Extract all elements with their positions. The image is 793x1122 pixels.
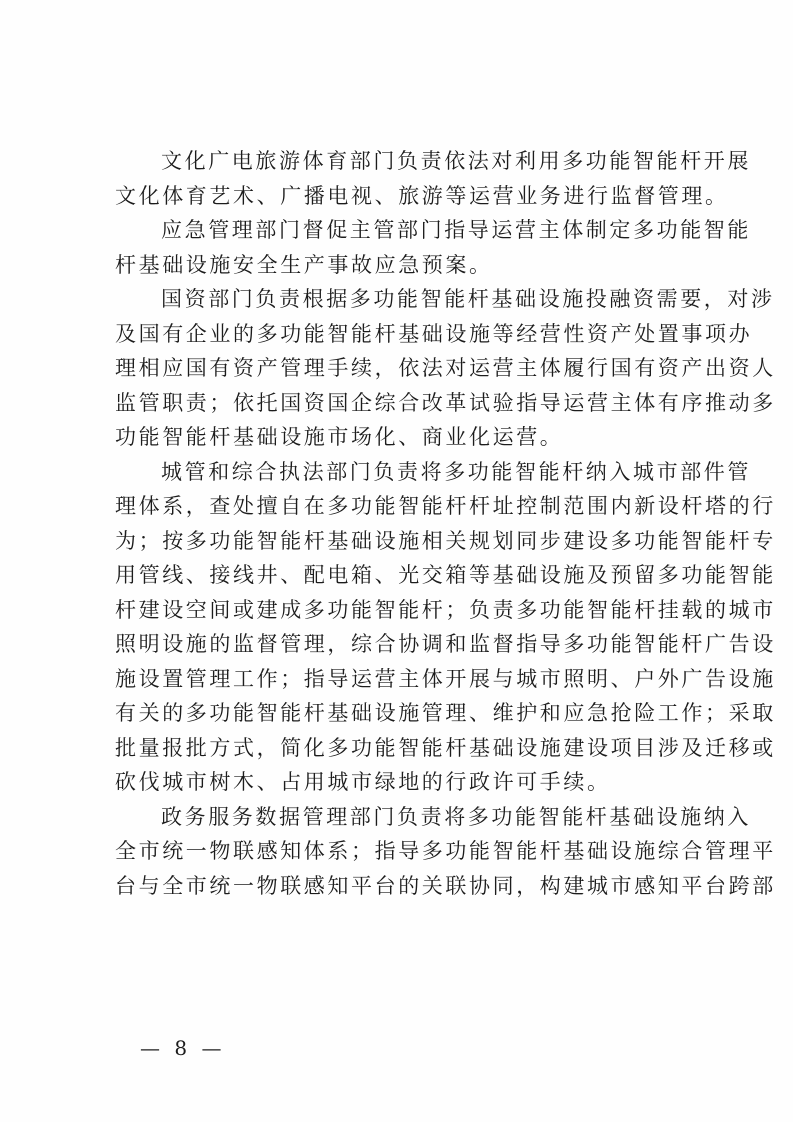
- text-line: 监管职责；依托国资国企综合改革试验指导运营主体有序推动多: [115, 390, 776, 415]
- text-line: 国资部门负责根据多功能智能杆基础设施投融资需要，对涉: [161, 287, 775, 311]
- text-line: 全市统一物联感知体系；指导多功能智能杆基础设施综合管理平: [115, 839, 776, 863]
- text-line: 城管和综合执法部门负责将多功能智能杆纳入城市部件管: [161, 459, 751, 484]
- text-line: 施设置管理工作；指导运营主体开展与城市照明、户外广告设施: [115, 666, 776, 691]
- text-line: 功能智能杆基础设施市场化、商业化运营。: [115, 425, 564, 449]
- text-line: 台与全市统一物联感知平台的关联协同，构建城市感知平台跨部: [115, 873, 776, 898]
- text-line: 及国有企业的多功能智能杆基础设施等经营性资产处置事项办: [115, 321, 753, 346]
- page-number: — 8 —: [140, 1036, 226, 1060]
- text-line: 文化体育艺术、广播电视、旅游等运营业务进行监督管理。: [115, 183, 729, 208]
- text-line: 为；按多功能智能杆基础设施相关规划同步建设多功能智能杆专: [115, 528, 776, 553]
- text-line: 应急管理部门督促主管部门指导运营主体制定多功能智能: [161, 218, 751, 242]
- text-line: 杆基础设施安全生产事故应急预案。: [115, 252, 493, 277]
- text-line: 文化广电旅游体育部门负责依法对利用多功能智能杆开展: [161, 149, 751, 173]
- text-line: 政务服务数据管理部门负责将多功能智能杆基础设施纳入: [161, 804, 751, 829]
- text-line: 砍伐城市树木、占用城市绿地的行政许可手续。: [115, 770, 611, 794]
- text-line: 用管线、接线井、配电箱、光交箱等基础设施及预留多功能智能: [115, 563, 776, 587]
- text-line: 理体系，查处擅自在多功能智能杆杆址控制范围内新设杆塔的行: [115, 494, 776, 518]
- text-line: 批量报批方式，简化多功能智能杆基础设施建设项目涉及迁移或: [115, 735, 776, 760]
- text-line: 杆建设空间或建成多功能智能杆；负责多功能智能杆挂载的城市: [115, 597, 776, 622]
- text-line: 理相应国有资产管理手续，依法对运营主体履行国有资产出资人: [115, 356, 776, 380]
- text-line: 照明设施的监督管理，综合协调和监督指导多功能智能杆广告设: [115, 632, 776, 656]
- text-line: 有关的多功能智能杆基础设施管理、维护和应急抢险工作；采取: [115, 701, 776, 725]
- document-body: [115, 144, 776, 903]
